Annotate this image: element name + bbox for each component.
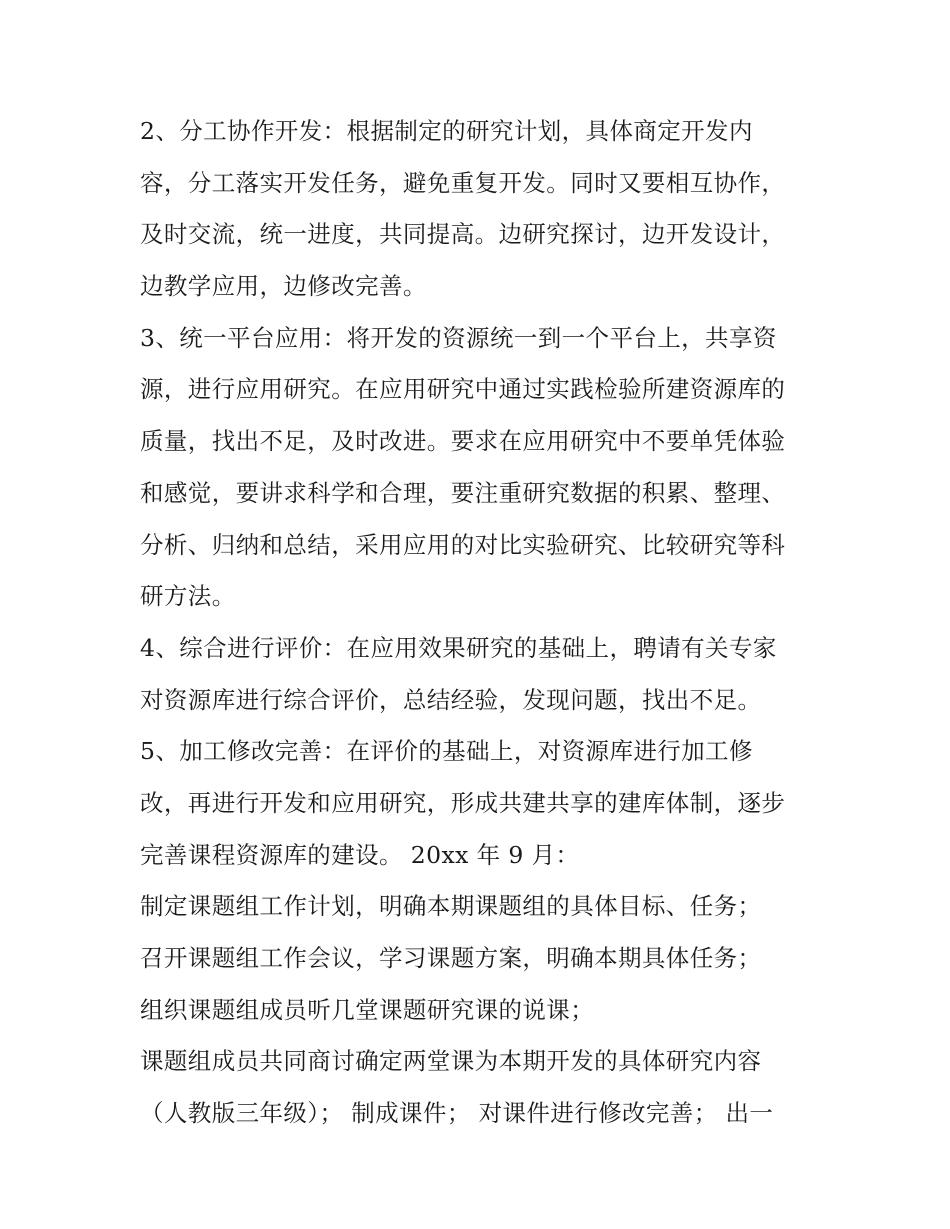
- text-line: 课题组成员共同商讨确定两堂课为本期开发的具体研究内容: [140, 1047, 762, 1076]
- text-line: 召开课题组工作会议，学习课题方案，明确本期具体任务；: [140, 944, 762, 972]
- text-line: 分析、归纳和总结，采用应用的对比实验研究、比较研究等科: [140, 530, 786, 559]
- text-line: 4、综合进行评价：在应用效果研究的基础上，聘请有关专家: [140, 633, 777, 662]
- text-line: 制定课题组工作计划，明确本期课题组的具体目标、任务；: [140, 892, 762, 921]
- text-line: 和感觉，要讲求科学和合理，要注重研究数据的积累、整理、: [140, 478, 786, 507]
- text-line: 边教学应用，边修改完善。: [140, 272, 427, 301]
- text-line: 2、分工协作开发：根据制定的研究计划，具体商定开发内: [140, 117, 753, 145]
- text-line: 组织课题组成员听几堂课题研究课的说课；: [140, 995, 595, 1024]
- text-line: 改，再进行开发和应用研究，形成共建共享的建库体制，逐步: [140, 788, 786, 817]
- text-line: 对资源库进行综合评价，总结经验，发现问题，找出不足。: [140, 685, 762, 714]
- text-line: 源，进行应用研究。在应用研究中通过实践检验所建资源库的: [140, 375, 786, 404]
- text-line: 及时交流，统一进度，共同提高。边研究探讨，边开发设计，: [140, 220, 786, 249]
- text-line: 3、统一平台应用：将开发的资源统一到一个平台上，共享资: [140, 323, 777, 352]
- text-line: （人教版三年级）； 制成课件； 对课件进行修改完善； 出一: [140, 1099, 774, 1128]
- text-line: 5、加工修改完善：在评价的基础上，对资源库进行加工修: [140, 737, 753, 766]
- text-line: 完善课程资源库的建设。 20xx 年 9 月：: [140, 840, 580, 869]
- text-line: 容，分工落实开发任务，避免重复开发。同时又要相互协作，: [140, 168, 786, 197]
- text-line: 质量，找出不足，及时改进。要求在应用研究中不要单凭体验: [140, 427, 786, 456]
- text-line: 研方法。: [140, 582, 236, 611]
- document-body: [140, 109, 830, 1143]
